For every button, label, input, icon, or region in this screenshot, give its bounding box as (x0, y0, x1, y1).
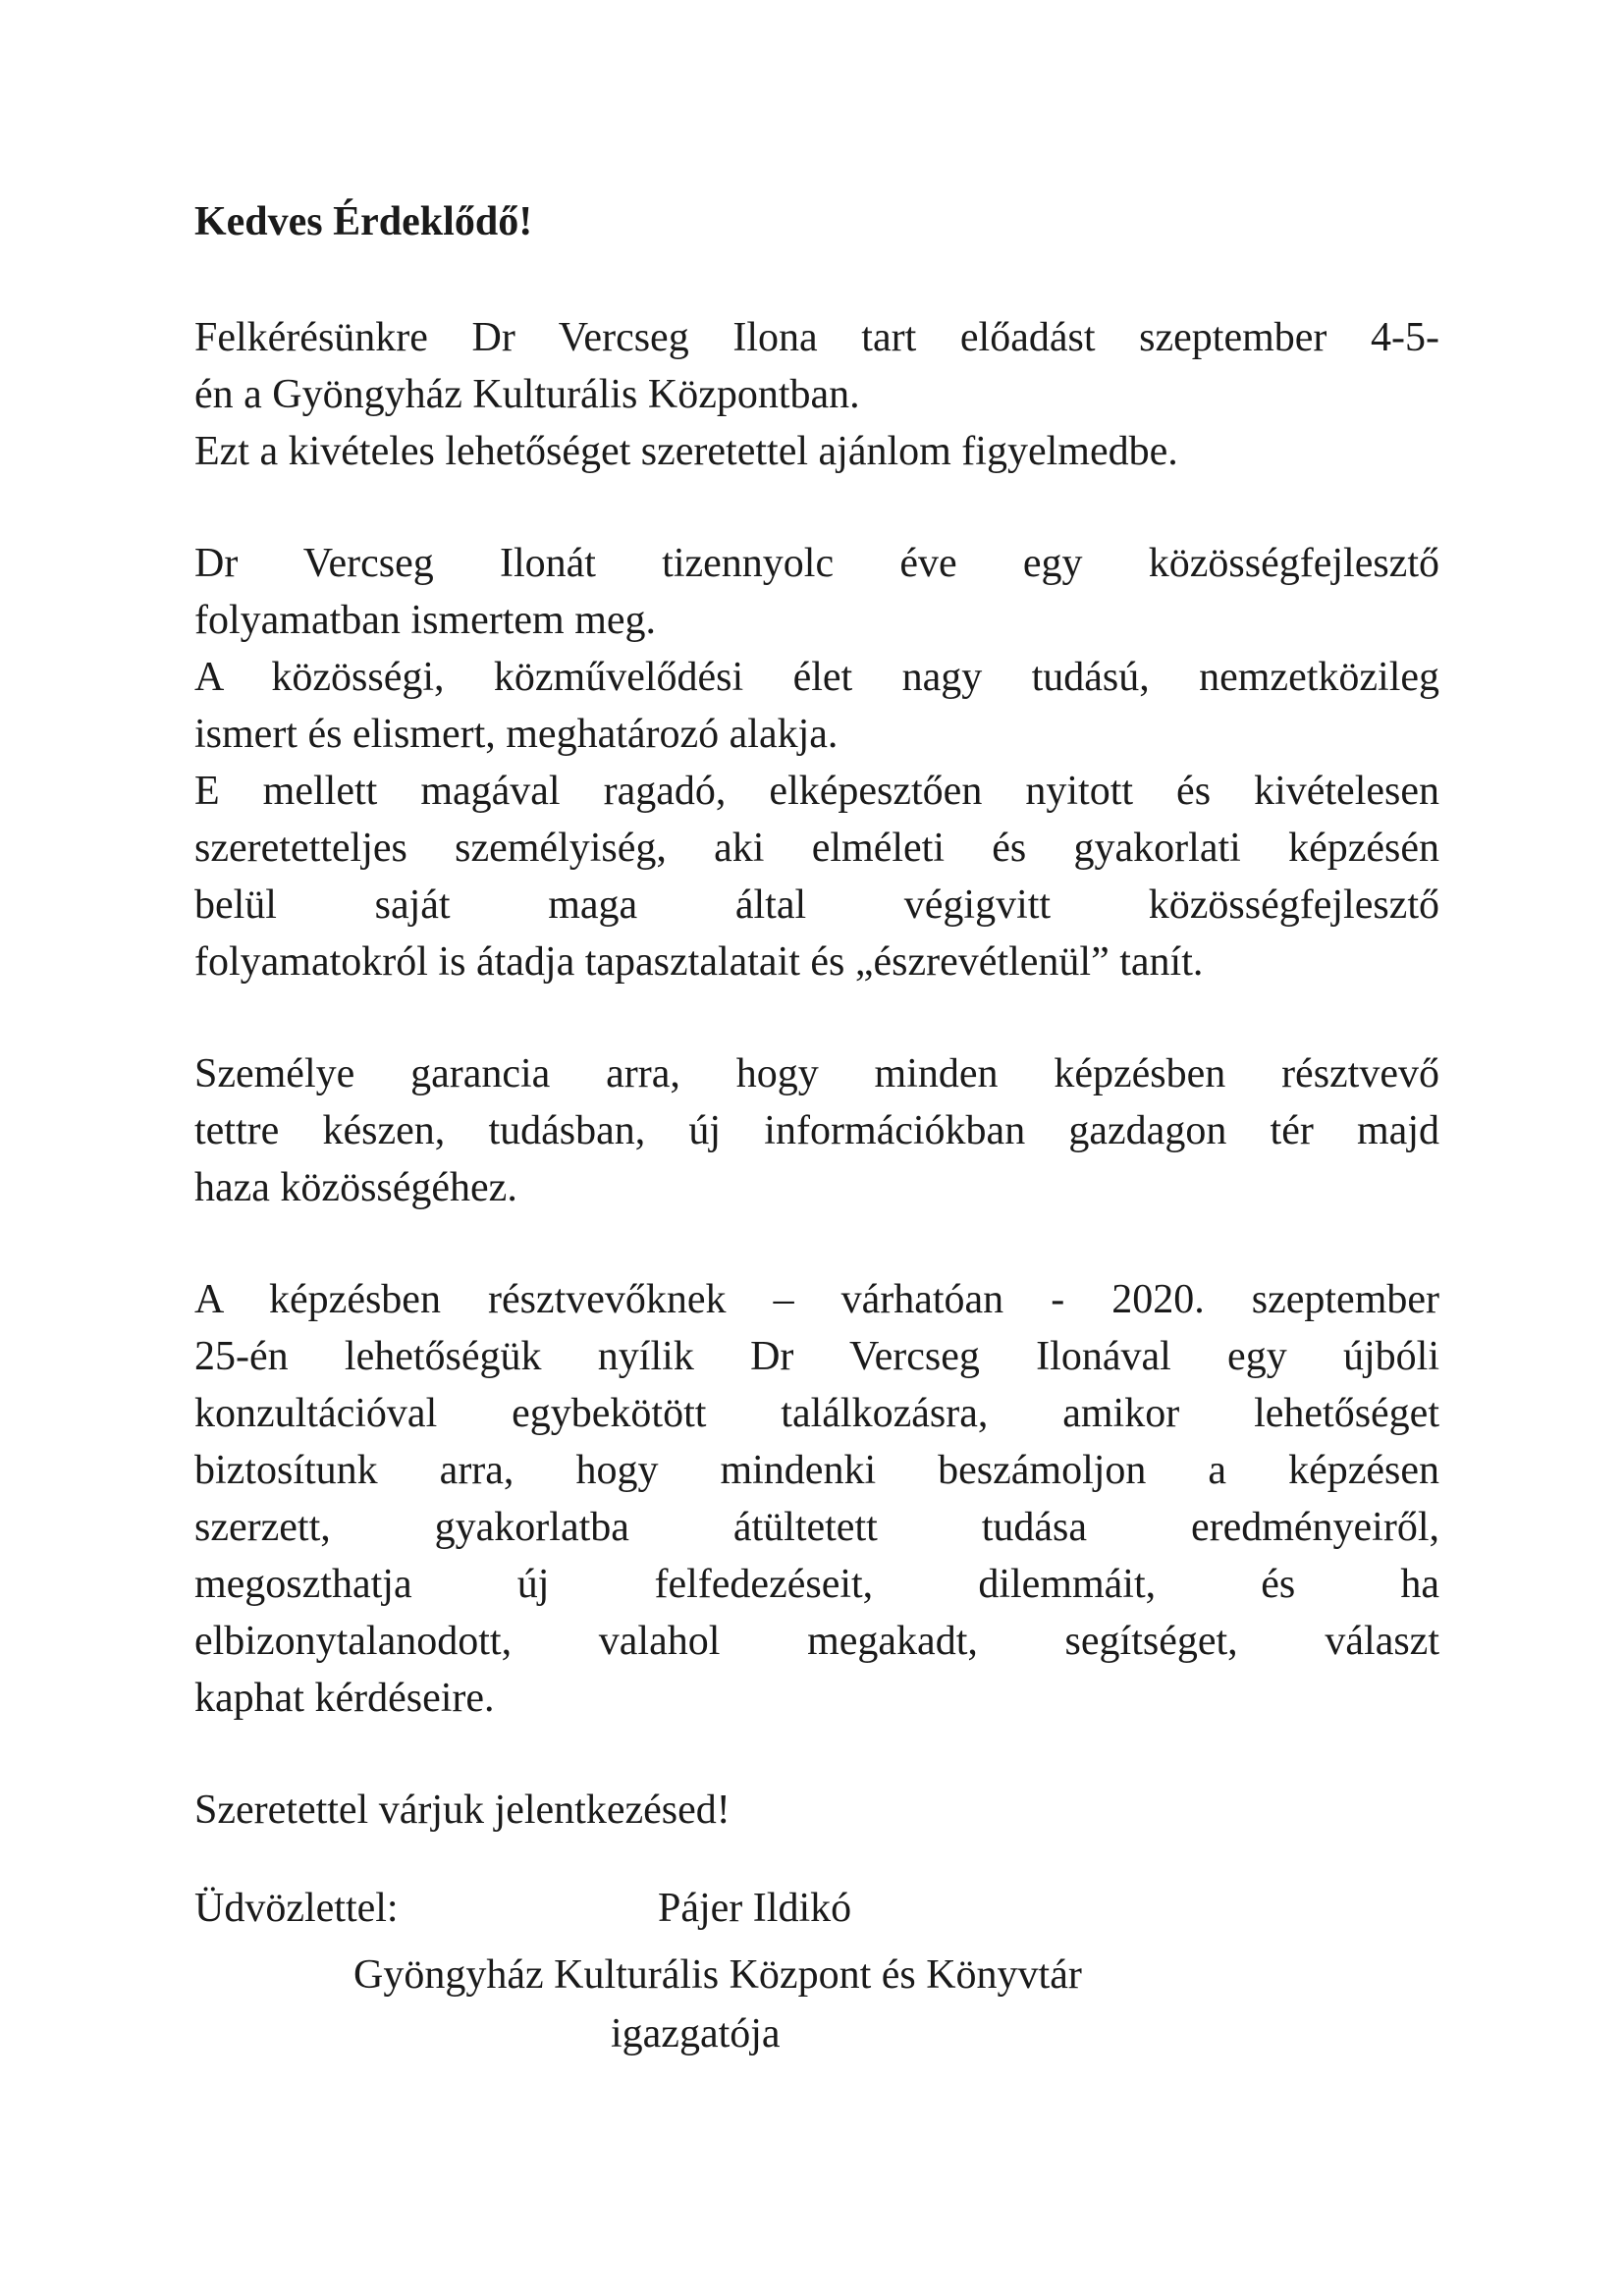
paragraph-2-line-2: folyamatban ismertem meg. (194, 598, 657, 643)
paragraph-2-line-3: A közösségi, közművelődési élet nagy tudású, nemzetközileg (194, 655, 1439, 700)
paragraph-3-line-2: tettre készen, tudásban, új információkban gazdagon tér majd (194, 1108, 1439, 1153)
paragraph-2-line-5: E mellett magával ragadó, elképesztően nyitott és kivételesen (194, 769, 1439, 814)
closing-label: Üdvözlettel: (194, 1886, 399, 1931)
paragraph-4-line-4: biztosítunk arra, hogy mindenki beszámoljon a képzésen (194, 1448, 1439, 1493)
paragraph-1-line-3: Ezt a kivételes lehetőséget szeretettel ajánlom figyelmedbe. (194, 429, 1178, 474)
paragraph-2-line-1: Dr Vercseg Ilonát tizennyolc éve egy közösségfejlesztő (194, 541, 1439, 586)
paragraph-1-line-1: Felkérésünkre Dr Vercseg Ilona tart előadást szeptember 4-5- (194, 315, 1439, 360)
paragraph-4-line-1: A képzésben résztvevőknek – várhatóan - 2020. szeptember (194, 1277, 1439, 1322)
paragraph-2-line-4: ismert és elismert, meghatározó alakja. (194, 712, 839, 757)
paragraph-3-line-3: haza közösségéhez. (194, 1165, 517, 1210)
paragraph-2-line-8: folyamatokról is átadja tapasztalatait és „észrevétlenül” tanít. (194, 939, 1204, 985)
paragraph-4-line-8: kaphat kérdéseire. (194, 1676, 495, 1721)
signatory-organization: Gyöngyház Kulturális Központ és Könyvtár (353, 1952, 1082, 1998)
paragraph-4-line-7: elbizonytalanodott, valahol megakadt, segítséget, választ (194, 1619, 1439, 1664)
paragraph-2-line-6: szeretetteljes személyiség, aki elméleti és gyakorlati képzésén (194, 826, 1439, 871)
paragraph-2-line-7: belül saját maga által végigvitt közösségfejlesztő (194, 882, 1439, 928)
signatory-name: Pájer Ildikó (658, 1886, 852, 1931)
paragraph-3-line-1: Személye garancia arra, hogy minden képzésben résztvevő (194, 1051, 1439, 1096)
paragraph-4-line-5: szerzett, gyakorlatba átültetett tudása eredményeiről, (194, 1505, 1439, 1550)
signatory-title: igazgatója (611, 2011, 781, 2056)
paragraph-1-line-2: én a Gyöngyház Kulturális Központban. (194, 372, 860, 417)
letter-greeting: Kedves Érdeklődő! (194, 199, 533, 244)
paragraph-4-line-2: 25-én lehetőségük nyílik Dr Vercseg Ilonával egy újbóli (194, 1334, 1439, 1379)
paragraph-4-line-3: konzultációval egybekötött találkozásra, amikor lehetőséget (194, 1391, 1439, 1436)
paragraph-5-line-1: Szeretettel várjuk jelentkezésed! (194, 1788, 731, 1833)
paragraph-4-line-6: megoszthatja új felfedezéseit, dilemmáit, és ha (194, 1562, 1439, 1607)
